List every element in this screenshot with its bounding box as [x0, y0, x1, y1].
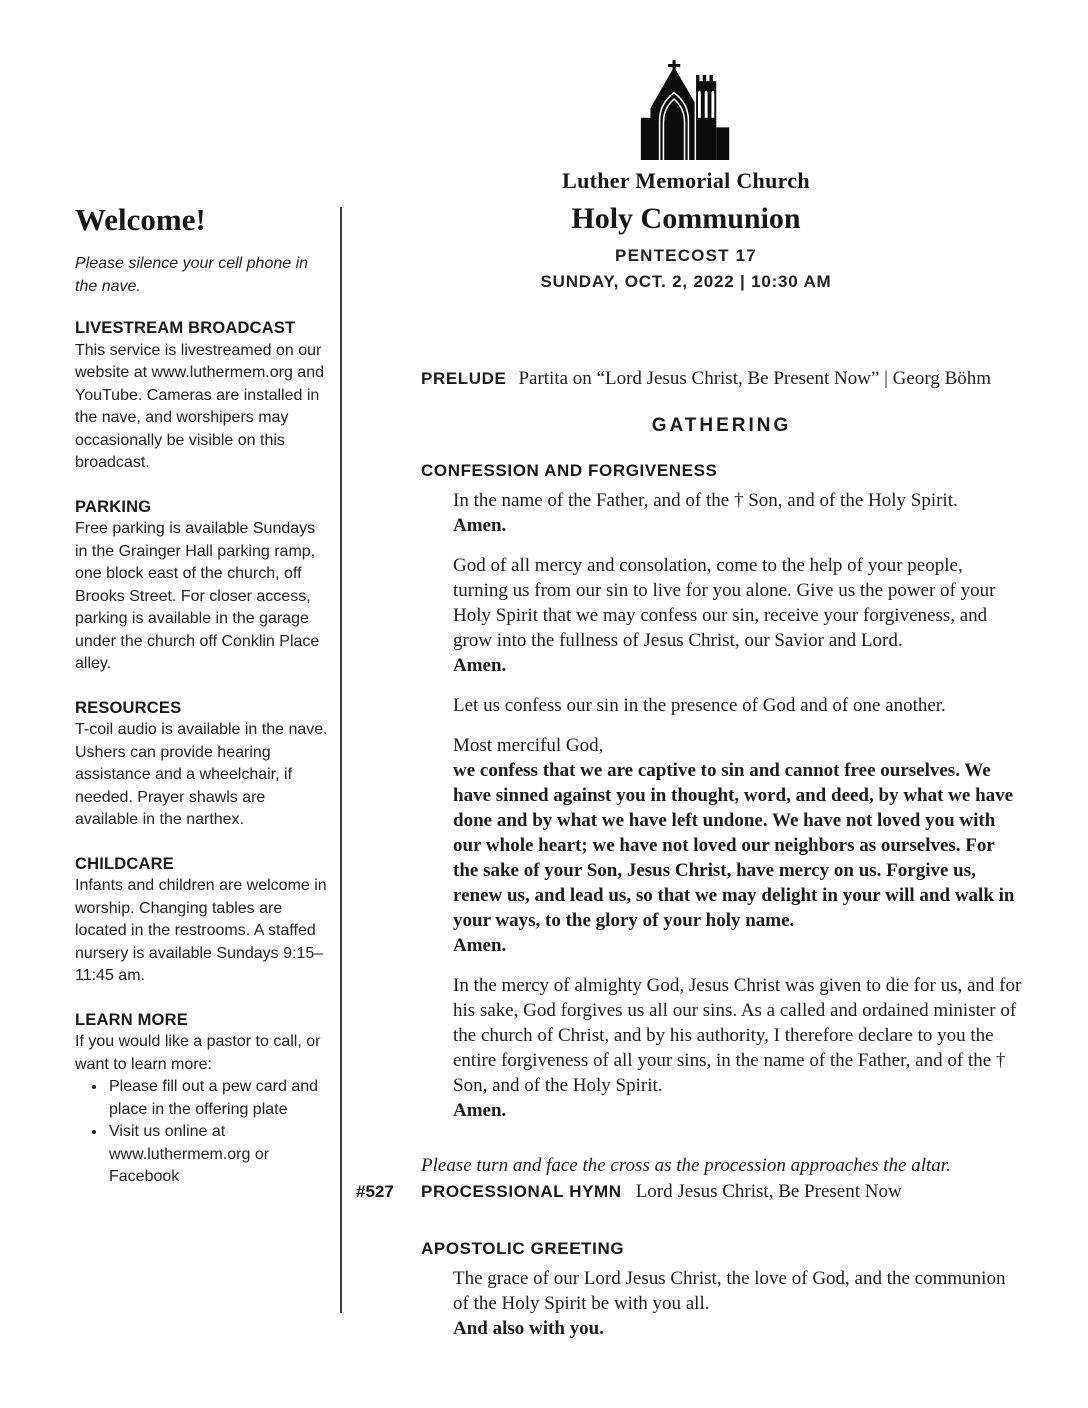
congregation-response: Amen.	[453, 655, 507, 676]
prelude-label: PRELUDE	[421, 369, 507, 388]
service-title: Holy Communion	[571, 202, 801, 235]
sidebar-section-resources	[75, 697, 331, 832]
sidebar-body-learn-more: If you would like a pastor to call, or want to learn more:	[75, 1033, 321, 1073]
sidebar-section-livestream	[75, 317, 331, 475]
congregation-response: And also with you.	[453, 1318, 604, 1339]
congregation-response: Amen.	[453, 1100, 507, 1121]
sidebar-heading-resources: RESOURCES	[75, 698, 182, 717]
hymn-title: Lord Jesus Christ, Be Present Now	[635, 1181, 902, 1202]
apostolic-greeting-heading: APOSTOLIC GREETING	[421, 1239, 625, 1258]
greeting-text: The grace of our Lord Jesus Christ, the love of God, and the communion of the Holy Spirit be with you all.	[453, 1268, 1006, 1314]
gathering-section-title: GATHERING	[651, 415, 792, 436]
sidebar-heading-childcare: CHILDCARE	[75, 854, 174, 873]
church-silhouette-icon	[638, 60, 734, 164]
prayer-text: God of all mercy and consolation, come to the help of your people, turning us from our sin to live for you alone. Give us the power of your Holy Spirit that we may confess our sin, receive your forgiveness, and grow into the fullness of Jesus Christ, our Savior and Lord.	[453, 555, 996, 651]
congregation-response: Amen.	[453, 935, 507, 956]
list-item: • Visit us online at www.luthermem.org or Facebook	[107, 1121, 331, 1189]
greeting-paragraph	[453, 1266, 1022, 1341]
sidebar-section-childcare	[75, 853, 331, 988]
sidebar-heading-parking: PARKING	[75, 497, 152, 516]
prelude-line	[421, 366, 1022, 391]
column-divider	[340, 207, 342, 1313]
cell-phone-notice: Please silence your cell phone in the nave.	[75, 255, 309, 295]
confession-text: we confess that we are captive to sin and cannot free ourselves. We have sinned against you in thought, word, and deed, by what we have done and by what we have left undone. We have not loved you with our whole heart; we have not loved our neighbors as ourselves. For the sake of your Son, Jesus Christ, have mercy on us. Forgive us, renew us, and lead us, so that we may delight in your will and walk in your ways, to the glory of your holy name.	[453, 760, 1015, 931]
hymn-number: #527	[356, 1182, 394, 1201]
congregation-response: Amen.	[453, 515, 507, 536]
sidebar-body-livestream: This service is livestreamed on our website at www.luthermem.org and YouTube. Cameras are installed in the nave, and worshipers may occasionally be visible on this broadcast.	[75, 341, 324, 471]
sidebar-body-childcare: Infants and children are welcome in worship. Changing tables are located in the restrooms. A staffed nursery is available Sundays 9:15–11:45 am.	[75, 877, 327, 984]
processional-hymn-label: PROCESSIONAL HYMN	[421, 1182, 622, 1201]
prayer-paragraph	[453, 553, 1022, 678]
confession-invitation	[453, 693, 1022, 718]
invitation-text: Let us confess our sin in the presence of God and of one another.	[453, 695, 946, 716]
confession-prayer	[453, 733, 1022, 958]
season-label: PENTECOST 17	[615, 246, 757, 265]
absolution-text: In the mercy of almighty God, Jesus Christ was given to die for us, and for his sake, God forgives us all our sins. As a called and ordained minister of the church of Christ, and by his authority, I therefore declare to you the entire forgiveness of all your sins, in the name of the Father, and of the † Son, and of the Holy Spirit.	[453, 975, 1022, 1096]
welcome-title: Welcome!	[75, 202, 206, 237]
procession-rubric: Please turn and face the cross as the procession approaches the altar.	[421, 1155, 951, 1176]
sidebar-heading-livestream: LIVESTREAM BROADCAST	[75, 319, 296, 337]
church-name: Luther Memorial Church	[562, 168, 810, 193]
learn-more-bullet-list	[75, 1076, 331, 1189]
confession-intro: Most merciful God,	[453, 735, 604, 756]
sidebar-heading-learn-more: LEARN MORE	[75, 1010, 188, 1029]
list-item: • Please fill out a pew card and place in the offering plate	[107, 1076, 331, 1121]
sidebar-section-parking	[75, 496, 331, 676]
invocation-paragraph	[453, 488, 1022, 538]
invocation-text: In the name of the Father, and of the † Son, and of the Holy Spirit.	[453, 490, 958, 511]
processional-hymn-line	[356, 1179, 1022, 1204]
sidebar-section-learn-more	[75, 1009, 331, 1189]
order-of-service	[356, 366, 1022, 1356]
service-datetime: SUNDAY, OCT. 2, 2022 | 10:30 AM	[540, 272, 832, 291]
sidebar-body-parking: Free parking is available Sundays in the Grainger Hall parking ramp, one block east of the church, off Brooks Street. For closer access, parking is available in the garage under the church off Conklin Place alley.	[75, 520, 320, 672]
welcome-sidebar	[75, 202, 331, 1210]
sidebar-body-resources: T-coil audio is available in the nave. Ushers can provide hearing assistance and a wheelchair, if needed. Prayer shawls are available in the narthex.	[75, 721, 328, 828]
confession-heading: CONFESSION AND FORGIVENESS	[421, 461, 718, 480]
prelude-piece: Partita on “Lord Jesus Christ, Be Present Now” | Georg Böhm	[518, 368, 992, 389]
absolution-paragraph	[453, 973, 1022, 1123]
bulletin-header	[430, 60, 942, 292]
